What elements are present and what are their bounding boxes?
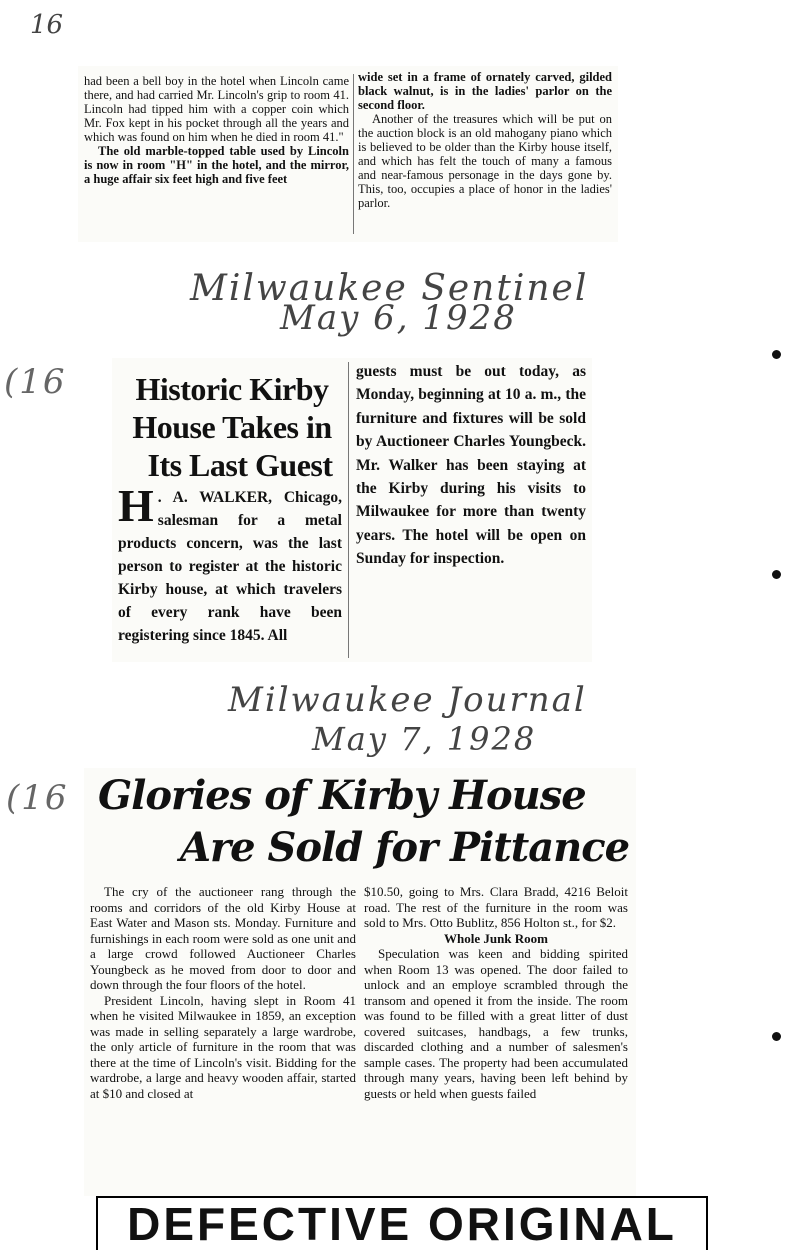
clip1-left-para-2: The old marble-topped table used by Lincoln is now in room "H" in the hotel, and the mirror, a huge affair six feet high and five feet <box>84 144 349 186</box>
clip2-headline-3: Its Last Guest <box>147 447 333 483</box>
handwritten-date-sentinel: May 6, 1928 <box>280 298 517 338</box>
clip2-headline-2: House Takes in <box>132 409 332 445</box>
clip2-right-text: guests must be out today, as Monday, beginning at 10 a. m., the furniture and fixtures will be sold by Auctioneer Charles Youngbeck. Mr. Walker has been staying at the Kirby during his visits to Milwaukee for more than twenty years. The hotel will be open on Sunday for inspection. <box>356 363 586 568</box>
clip1-right-para-2: Another of the treasures which will be put on the auction block is an old mahogany piano which is believed to be older than the Kirby house itself, and which has felt the touch of many a famous and near-famous personage in the days gone by. This, too, occupies a place of honor in the ladies' parlor. <box>358 112 612 210</box>
handwritten-source-sentinel: Milwaukee Sentinel <box>190 268 589 309</box>
clip1-left-para-1: had been a bell boy in the hotel when Lincoln came there, and had carried Mr. Lincoln's grip to room 41. Lincoln had tipped him with a copper coin which Mr. Fox kept in his pocket through all the years and which was found on him when he died in room 41." <box>84 74 349 144</box>
clip3-left-para-2: President Lincoln, having slept in Room 41 when he visited Milwaukee in 1859, an exception was made in selling separately a large wardrobe, the only article of furniture in the room that was there at the time of Lincoln's visit. Bidding for the wardrobe, a large and heavy wooden affair, started at $10 and closed at <box>90 992 356 1101</box>
margin-mark-1: (16 <box>4 362 67 402</box>
clip1-right-para-1: wide set in a frame of ornately carved, gilded black walnut, is in the ladies' parlor on the second floor. <box>358 70 612 112</box>
clip3-right-para-2: Speculation was keen and bidding spirited when Room 13 was opened. The door failed to unlock and an employe scrambled through the transom and opened it from the inside. The room was found to be filled with a great litter of dust covered suitcases, handbags, a few trunks, discarded clothing and a number of salesmen's sample cases. The property had been accumulated through many years, having been left behind by guests or held when guests failed <box>364 946 628 1101</box>
clip3-right-para-1: $10.50, going to Mrs. Clara Bradd, 4216 Beloit road. The rest of the furniture in the room was sold to Mrs. Otto Bublitz, 856 Holton st., for $2. <box>364 884 628 930</box>
handwritten-date-journal: May 7, 1928 <box>312 720 537 758</box>
clip3-headline-2: Are Sold for Pittance <box>180 824 630 871</box>
clip1-left-column <box>84 74 349 186</box>
clip2-headline-1: Historic Kirby <box>135 371 329 407</box>
margin-mark-2: (16 <box>6 778 69 818</box>
clip2-left-text: . A. WALKER, Chicago, salesman for a metal products concern, was the last person to register at the historic Kirby house, at which travelers of every rank have been registering since 1845. All <box>118 489 342 644</box>
binder-hole-3 <box>772 1032 781 1041</box>
clip3-right-column <box>364 884 628 1101</box>
clip2-dropcap: H <box>118 480 154 531</box>
binder-hole-1 <box>772 350 781 359</box>
clip3-left-column <box>90 884 356 1101</box>
handwritten-source-journal: Milwaukee Journal <box>228 680 587 720</box>
clip2-left-column <box>118 480 342 647</box>
binder-hole-2 <box>772 570 781 579</box>
clip3-headline-1: Glories of Kirby House <box>98 772 586 819</box>
clip2-column-rule <box>348 362 349 658</box>
clip2-right-column <box>356 360 586 571</box>
defective-original-stamp: DEFECTIVE ORIGINAL <box>96 1196 708 1250</box>
clip1-column-rule <box>353 74 354 234</box>
page-number: 16 <box>30 10 64 40</box>
clip1-right-column <box>358 70 612 210</box>
clip3-left-para-1: The cry of the auctioneer rang through the rooms and corridors of the old Kirby House at East Water and Mason sts. Monday. Furniture and furnishings in each room were sold as one unit and a large crowd followed Auctioneer Charles Youngbeck as he moved from door to door and down through the four floors of the hotel. <box>90 884 356 992</box>
clip3-subhead: Whole Junk Room <box>443 930 549 946</box>
